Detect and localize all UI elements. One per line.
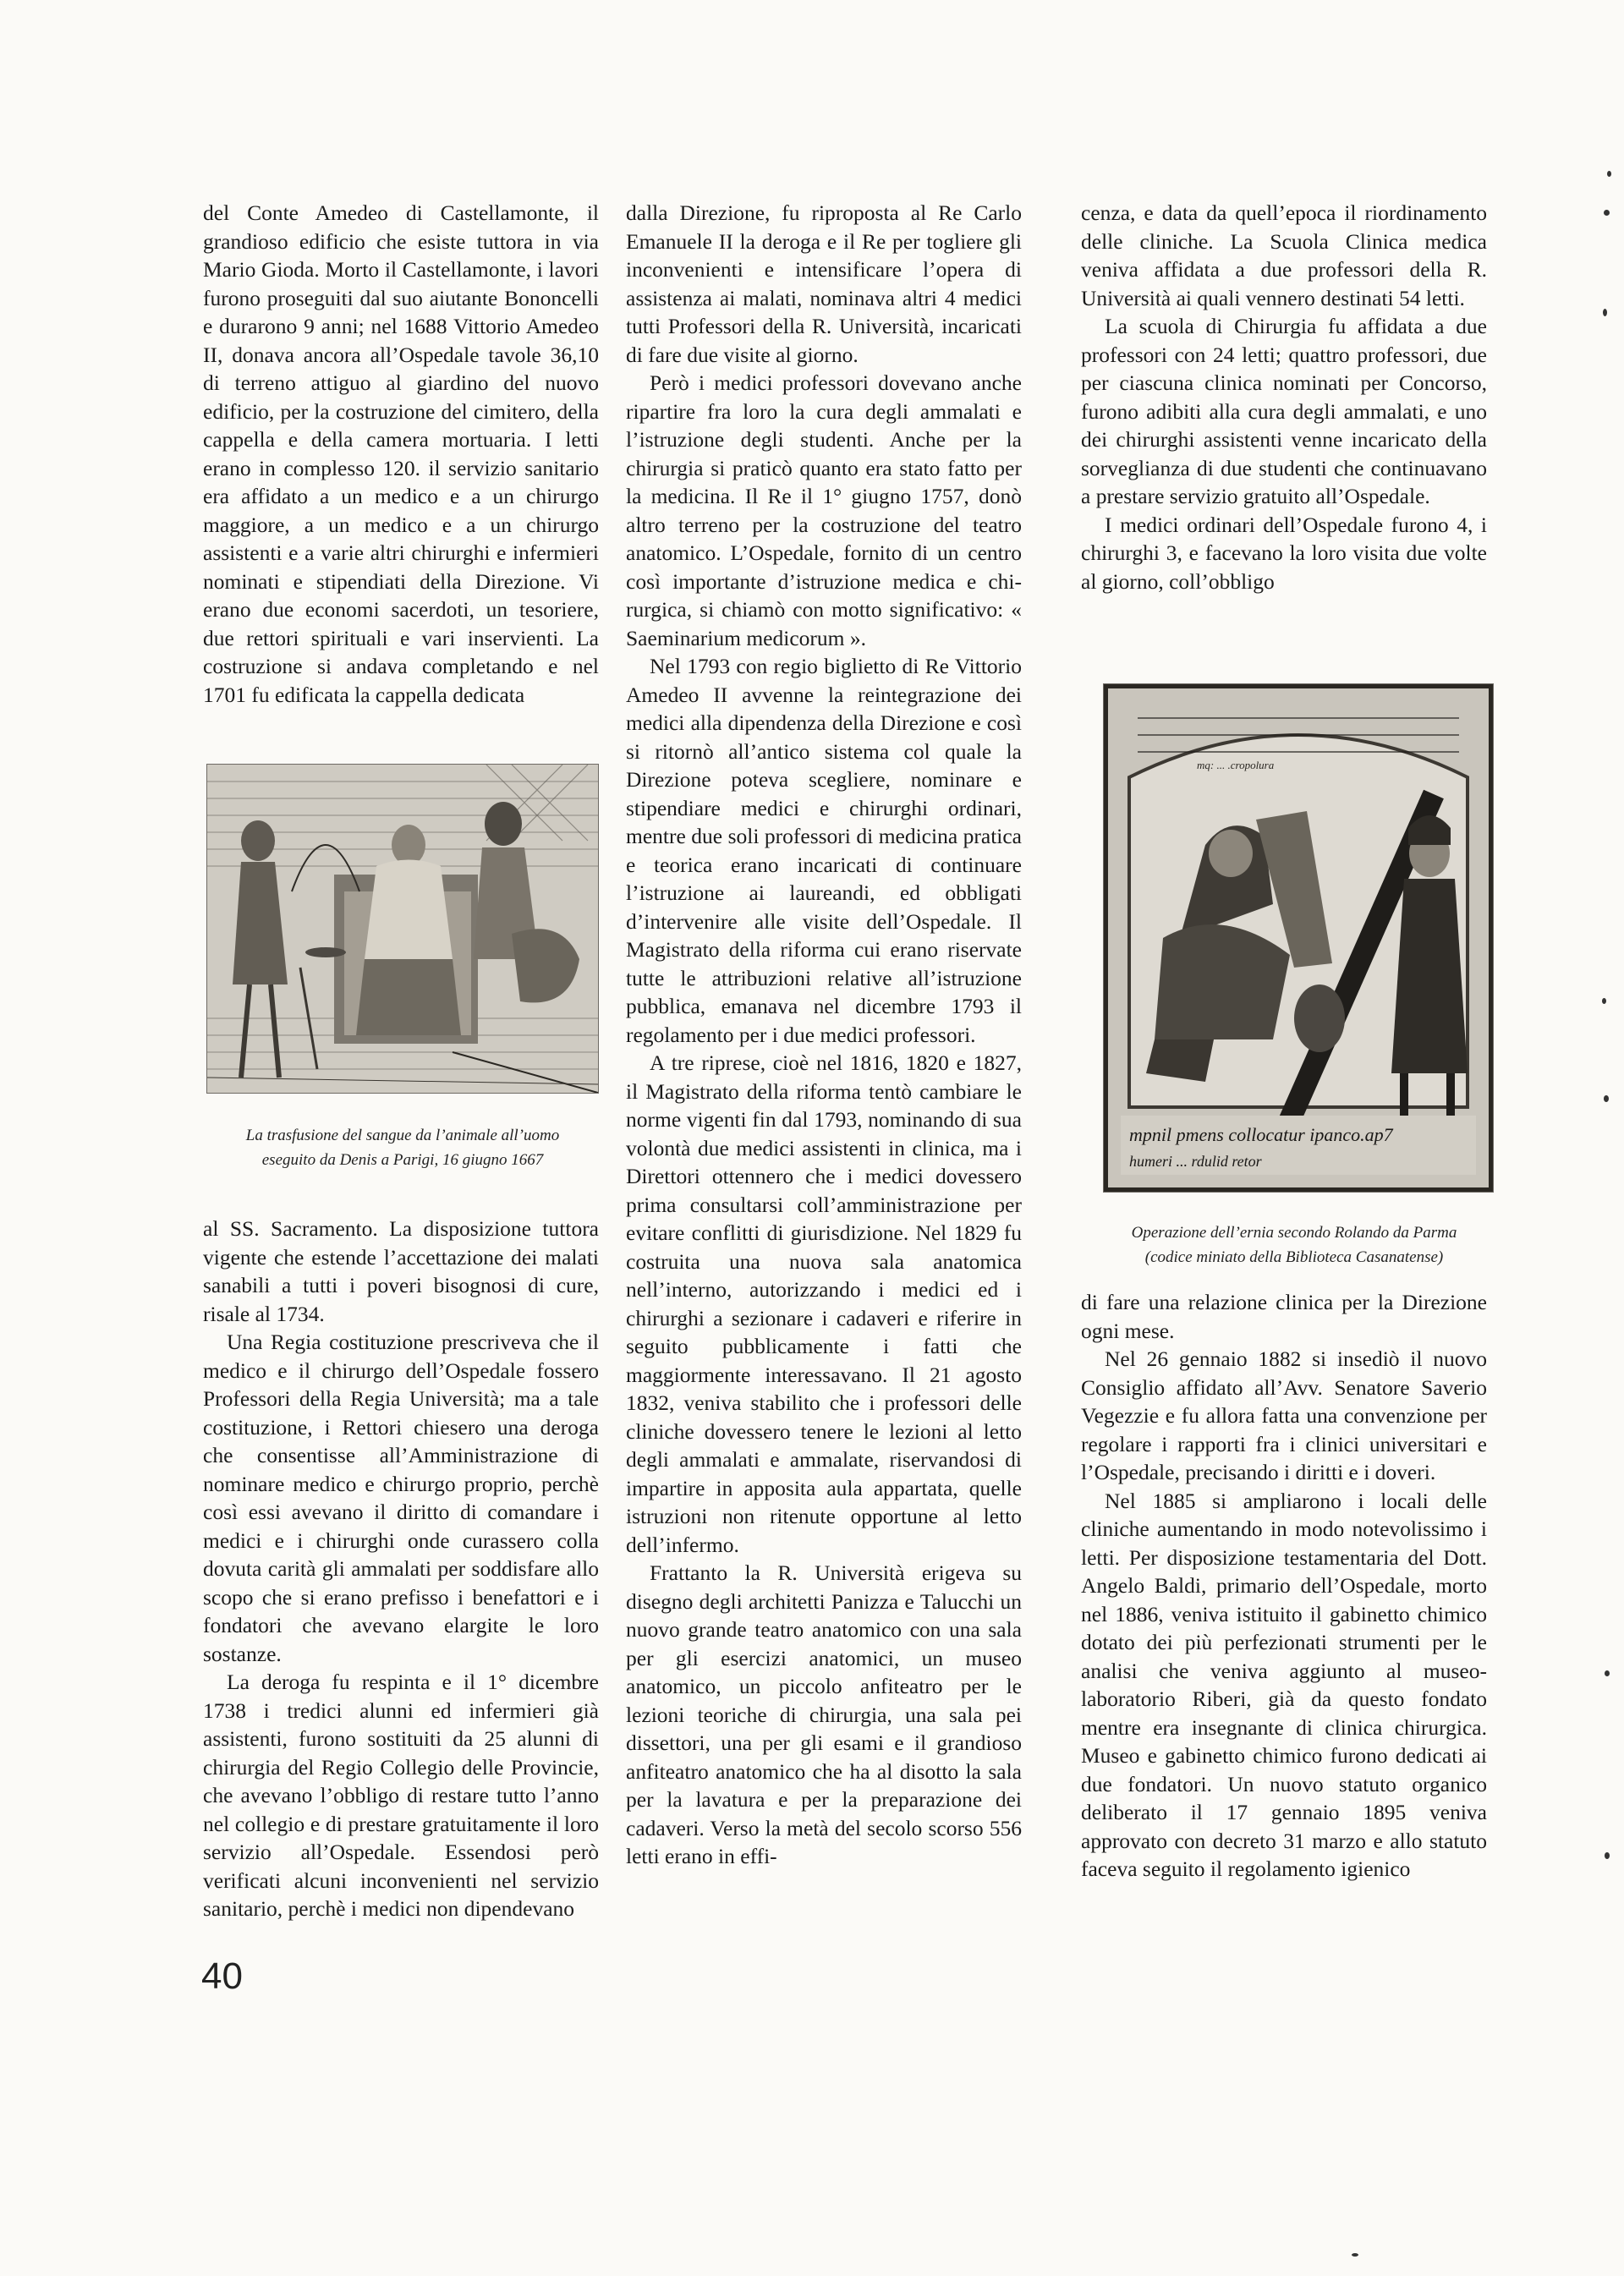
caption-line: Operazione dell’ernia secondo Rolando da Parma xyxy=(1131,1224,1457,1242)
caption-line: (codice miniato della Biblioteca Casanatense) xyxy=(1144,1248,1444,1266)
scan-speck xyxy=(1605,1670,1610,1676)
paragraph: I medici ordinari dell’Ospedale furono 4, i chirurghi 3, e facevano la loro visita due volte al giorno, coll’obbligo xyxy=(1081,512,1487,594)
paragraph: Nel 26 gennaio 1882 si insediò il nuovo Consiglio affidato all’Avv. Senatore Saverio Vegezzie e fu allora fatta una convenzione per regolare i rapporti fra i clinici universitari e l’Ospedale, precisando i diritti e i doveri. xyxy=(1081,1346,1487,1484)
paragraph: Nel 1885 si ampliarono i locali delle cliniche aumentando in modo notevolissimo i letti. Per disposizione testamentaria del Dott. Angelo Baldi, primario dell’Ospedale, morto nel 1886, veniva istituito il gabinetto chimico dotato dei più perfezionati strumenti per le analisi che veniva aggiunto al museo-laboratorio Riberi, già da questo fondato mentre era insegnante di clinica chirurgica. Museo e gabinetto chimico furono dedicati ai due fondatori. Un nuovo statuto organico deliberato il 17 gennaio 1895 veniva approvato con decreto 31 marzo e allo statuto faceva seguito il regolamento igienico xyxy=(1081,1488,1487,1881)
paragraph: Una Regia costituzione prescriveva che il medico e il chirurgo dell’Ospedale fossero Professori della Regia Università; ma a tale costituzione, i Rettori chiesero una deroga che consentisse all’Amministrazione di nominare medico e chirurgo proprio, perchè così essi avevano il diritto di comandare i medici e i chirurghi onde curassero colla dovuta carità gli ammalati per soddisfare allo scopo che si erano prefisso i benefattori e i fondatori che avevano elargite le loro sostanze. xyxy=(203,1330,599,1666)
text-column-1 xyxy=(203,199,599,709)
caption-line: La trasfusione del sangue da l’animale all’uomo xyxy=(245,1127,560,1144)
text-column-2 xyxy=(626,199,1022,1871)
figure-caption-2 xyxy=(1091,1220,1497,1270)
paragraph: La scuola di Chirurgia fu affidata a due professori con 24 letti; quattro professori, due per ciascuna clinica nominati per Concorso, furono adibiti alla cura degli ammalati, e uno dei chirurghi assistenti venne incaricato della sorveglianza di due studenti che continuavano a prestare servizio gratuito all’Ospedale. xyxy=(1081,314,1487,508)
paragraph: La deroga fu respinta e il 1° dicembre 1738 i tredici alunni ed infermieri già assistenti, furono sostituiti da 25 alunni di chirurgia del Regio Collegio delle Provincie, che avevano l’obbligo di restare tutto l’anno nel collegio e di prestare gratuitamente il loro servizio all’Ospedale. Essendosi però verificati alcuni inconvenienti nel servizio sanitario, perchè i medici non dipendevano xyxy=(203,1670,599,1921)
paragraph: Però i medici professori dovevano anche ripartire fra loro la cura degli ammalati e l’istruzione degli studenti. Anche per la chirurgia si praticò quanto era stato fatto per la medicina. Il Re il 1° giugno 1757, donò altro terreno per la costruzione del teatro anatomico. L’Ospedale, fornito di un centro così importante d’istruzione medica e chirurgica, si chiamò con motto significativo: « Saeminarium medicorum ». xyxy=(626,370,1022,650)
paragraph: Nel 1793 con regio biglietto di Re Vittorio Amedeo II avvenne la reintegrazione dei medici alla dipendenza della Direzione e così si ritornò all’antico sistema col quale la Direzione poteva scegliere, nominare e stipendiare medici e chirurghi ordinari, mentre due soli professori di medicina pratica e teorica erano incaricati di continuare l’istruzione ai laureandi, ed obbligati d’intervenire alle visite dell’Ospedale. Il Magistrato della riforma cui erano riservate tutte le attribuzioni relative all’istruzione pubblica, emanava nel dicembre 1793 il regolamento per i due medici professori. xyxy=(626,654,1022,1047)
paragraph: dalla Direzione, fu riproposta al Re Carlo Emanuele II la deroga e il Re per togliere gli inconvenienti e intensificare l’opera di assistenza ai malati, nominava altri 4 medici tutti Professori della R. Università, incaricati di fare due visite al giorno. xyxy=(626,200,1022,367)
text-column-3-continued xyxy=(1081,1288,1487,1884)
miniature-image xyxy=(1104,684,1493,1192)
engraving-image xyxy=(207,765,598,1093)
paragraph: di fare una relazione clinica per la Direzione ogni mese. xyxy=(1081,1290,1487,1343)
paragraph: A tre riprese, cioè nel 1816, 1820 e 1827, il Magistrato della riforma tentò cambiare le norme vigenti fin dal 1793, nominando di sua volontà due medici assistenti in clinica, ma i Direttori ottennero che i medici dovessero prima consultarsi coll’amministrazione per evitare conflitti di giurisdizione. Nel 1829 fu costruita una nuova sala anatomica nell’interno, autorizzando i medici ed i chirurghi a sezionare i cadaveri e riferire in seguito pubblicamente i fatti che maggiormente interessavano. Il 21 agosto 1832, veniva stabilito che i professori delle cliniche dovessero tenere le lezioni al letto degli ammalati e ammalate, riservandosi di impartire in apposita aula appartata, quelle istruzioni non ritenute opportune al letto dell’infermo. xyxy=(626,1050,1022,1557)
text-column-3 xyxy=(1081,199,1487,595)
manuscript-text-bottom-1: mpnil pmens collocatur ipanco.ap7 xyxy=(1129,1124,1393,1145)
scan-speck xyxy=(1602,998,1606,1004)
paragraph: del Conte Amedeo di Castellamonte, il grandioso edificio che esiste tuttora in via Mario Gioda. Morto il Castellamonte, i lavori furono proseguiti dal suo aiutante Bononcelli e durarono 9 anni; nel 1688 Vittorio Amedeo II, donava ancora all’Ospedale tavole 36,10 di terreno attiguo al giardino del nuovo edificio, per la costruzione del cimitero, della cappella e della camera mortuaria. I letti erano in complesso 120. il servizio sanitario era affidato a un medico e a un chirurgo maggiore, a un medico e a un chirurgo assistenti e a varie altri chirurghi e infermieri nominati e stipendiati della Direzione. Vi erano due economi sacerdoti, un tesoriere, due rettori spirituali e vari inservienti. La costruzione si andava completando e nel 1701 fu edificata la cappella dedicata xyxy=(203,200,599,707)
scan-speck xyxy=(1352,2253,1358,2257)
figure-caption-1 xyxy=(203,1123,602,1172)
manuscript-text-bottom-2: humeri ... rdulid retor xyxy=(1129,1153,1262,1170)
paragraph: al SS. Sacramento. La disposizione tuttora vigente che estende l’accettazione dei malati sanabili a tutti i poveri bisognosi di cure, risale al 1734. xyxy=(203,1216,599,1326)
scan-speck xyxy=(1604,1095,1609,1102)
scan-speck xyxy=(1607,171,1611,177)
scan-speck xyxy=(1605,1852,1610,1859)
scan-speck xyxy=(1604,210,1610,216)
scan-speck xyxy=(1603,309,1607,316)
paragraph: Frattanto la R. Università erigeva su disegno degli architetti Panizza e Talucchi un nuovo grande teatro anatomico con una sala per gli esercizi anatomici, un museo anatomico, un piccolo anfiteatro per le lezioni teoriche di chirurgia, una sala pei dissettori, una per gli esami e il grandioso anfiteatro anatomico che ha al disotto la sala per la lavatura e per la preparazione dei cadaveri. Verso la metà del secolo scorso 556 letti erano in effi- xyxy=(626,1560,1022,1868)
page-number: 40 xyxy=(201,1955,243,1997)
illustration-hernia-operation xyxy=(1103,683,1494,1193)
illustration-blood-transfusion xyxy=(206,764,599,1094)
caption-line: eseguito da Denis a Parigi, 16 giugno 1667 xyxy=(261,1151,544,1169)
text-column-1-continued xyxy=(203,1215,599,1923)
manuscript-text-top: mq: ... .cropolura xyxy=(1197,759,1275,771)
paragraph: cenza, e data da quell’epoca il riordinamento delle cliniche. La Scuola Clinica medica veniva affidata a due professori della R. Università ai quali vennero destinati 54 letti. xyxy=(1081,200,1487,310)
